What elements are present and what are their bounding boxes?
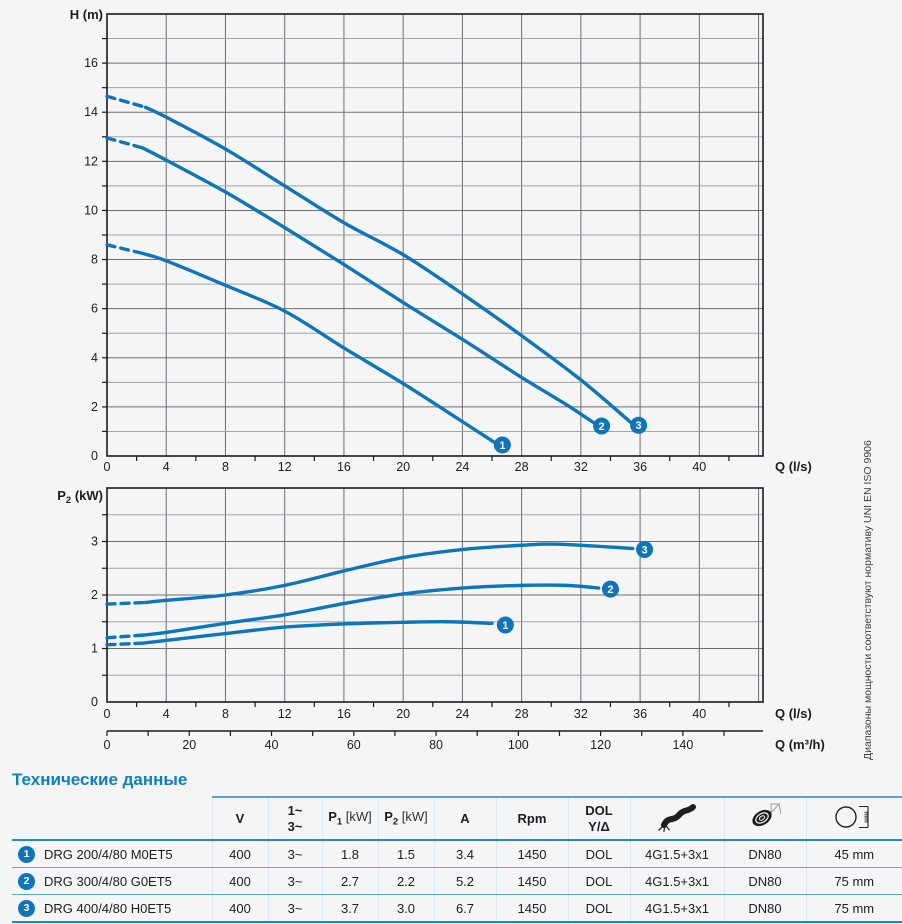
cell-phase: 3~ (268, 868, 322, 895)
table-row (12, 840, 902, 868)
x-tick-label: 0 (103, 707, 111, 721)
x2-tick-label: 100 (507, 738, 529, 752)
curve-3-dashed (107, 96, 146, 107)
x2-tick-label: 80 (429, 738, 444, 752)
curve-marker-1 (494, 436, 511, 453)
y-tick-label: 1 (91, 641, 98, 656)
y-tick-label: 3 (91, 534, 98, 549)
x-tick-label: 4 (162, 707, 170, 721)
cell-cable: 4G1.5+3x1 (630, 868, 724, 895)
cell-model (12, 840, 212, 868)
cell-rpm: 1450 (496, 895, 568, 923)
x-axis-label: Q (l/s) (775, 459, 812, 474)
cell-p2: 3.0 (378, 895, 434, 923)
svg-text:2: 2 (607, 583, 614, 596)
x-axis-label: Q (l/s) (775, 706, 812, 721)
cell-start: DOL (568, 895, 630, 923)
model-name: DRG 200/4/80 M0ET5 (44, 846, 173, 862)
curve-number-badge: 1 (18, 846, 35, 863)
impeller-icon (724, 797, 806, 840)
y-axis-label: H (m) (69, 7, 103, 22)
curve-marker-2 (593, 418, 610, 435)
x-tick-label: 12 (277, 460, 292, 474)
svg-text:1: 1 (499, 439, 506, 452)
x-tick-label: 4 (162, 460, 170, 474)
x-tick-label: 32 (573, 460, 588, 474)
cell-passage: 75 mm (806, 868, 902, 895)
standard-note: Диапазоны мощности соответствуют нормативу UNI EN ISO 9906 (862, 440, 874, 760)
technical-data-section (0, 762, 902, 923)
svg-text:2: 2 (598, 420, 605, 433)
x-tick-label: 16 (336, 460, 351, 474)
cell-p1: 3.7 (322, 895, 378, 923)
cell-p1: 1.8 (322, 840, 378, 868)
technical-data-table (12, 796, 902, 923)
curve-1-dashed (107, 245, 143, 254)
curve-2-dashed (107, 635, 143, 638)
x2-tick-label: 40 (264, 738, 279, 752)
svg-text:1: 1 (502, 619, 509, 632)
curve-1-dashed (107, 643, 143, 645)
y-tick-label: 16 (84, 56, 98, 71)
cell-outlet: DN80 (724, 895, 806, 923)
cell-cable: 4G1.5+3x1 (630, 895, 724, 923)
svg-text:mm: mm (862, 810, 870, 823)
curve-number-badge: 3 (18, 900, 35, 917)
svg-text:3: 3 (635, 420, 642, 433)
curve-marker-2 (602, 581, 619, 598)
cell-v: 400 (212, 895, 268, 923)
x-tick-label: 28 (514, 460, 529, 474)
cell-passage: 75 mm (806, 895, 902, 923)
model-name: DRG 400/4/80 H0ET5 (44, 900, 172, 916)
x2-tick-label: 20 (182, 738, 197, 752)
svg-text:3: 3 (641, 544, 648, 557)
column-header-start: DOL Y/Δ (568, 797, 630, 840)
cell-v: 400 (212, 840, 268, 868)
cell-passage: 45 mm (806, 840, 902, 868)
x-tick-label: 28 (514, 707, 529, 721)
x-tick-label: 0 (103, 460, 111, 474)
cell-outlet: DN80 (724, 868, 806, 895)
cell-model (12, 868, 212, 895)
cell-p1: 2.7 (322, 868, 378, 895)
y-tick-label: 2 (91, 588, 98, 602)
x-tick-label: 24 (455, 460, 470, 474)
curve-marker-3 (630, 417, 647, 434)
x-tick-label: 8 (221, 460, 229, 474)
curve-number-badge: 2 (18, 873, 35, 890)
x-tick-label: 16 (336, 707, 351, 721)
cell-p2: 1.5 (378, 840, 434, 868)
x-tick-label: 36 (633, 460, 648, 474)
y-tick-label: 10 (84, 203, 98, 218)
x-tick-label: 20 (396, 707, 411, 721)
column-header-rpm: Rpm (496, 797, 568, 840)
cell-rpm: 1450 (496, 868, 568, 895)
cell-model (12, 895, 212, 923)
cell-a: 3.4 (434, 840, 496, 868)
table-row (12, 868, 902, 895)
table-row (12, 895, 902, 923)
column-header-p2: $P_2$ [kW] (378, 797, 434, 840)
x-tick-label: 8 (221, 707, 229, 721)
x2-tick-label: 120 (590, 738, 612, 752)
curve-2 (143, 585, 599, 635)
cell-p2: 2.2 (378, 868, 434, 895)
table-header (12, 797, 902, 840)
y-tick-label: 6 (91, 301, 98, 316)
section-title: Технические данные (12, 770, 188, 789)
x-tick-label: 20 (396, 460, 411, 474)
cell-cable: 4G1.5+3x1 (630, 840, 724, 868)
column-header-v: V (212, 797, 268, 840)
x2-axis-label: Q (m³/h) (775, 737, 825, 752)
cell-phase: 3~ (268, 840, 322, 868)
cell-outlet: DN80 (724, 840, 806, 868)
y-tick-label: 0 (91, 695, 98, 709)
cell-start: DOL (568, 868, 630, 895)
y-tick-label: 14 (84, 105, 98, 120)
model-name: DRG 300/4/80 G0ET5 (44, 873, 172, 889)
x-tick-label: 24 (455, 707, 470, 721)
cell-phase: 3~ (268, 895, 322, 923)
curve-3 (146, 544, 633, 602)
y-tick-label: 2 (91, 399, 98, 414)
y-tick-label: 12 (84, 154, 98, 169)
x-tick-label: 32 (573, 707, 588, 721)
cell-v: 400 (212, 868, 268, 895)
cable-icon (630, 797, 724, 840)
free-passage-icon (806, 797, 902, 840)
y-tick-label: 8 (91, 252, 98, 267)
x-tick-label: 12 (277, 707, 292, 721)
column-header-model (12, 797, 212, 840)
x2-tick-label: 140 (672, 738, 694, 752)
column-header-p1: $P_1$ [kW] (322, 797, 378, 840)
curve-marker-1 (497, 616, 514, 633)
y-tick-label: 4 (91, 350, 98, 365)
x2-tick-label: 0 (103, 738, 111, 752)
chart-1 (70, 7, 812, 474)
x-tick-label: 36 (633, 707, 648, 721)
curve-3-dashed (107, 602, 146, 604)
curve-1 (143, 622, 492, 643)
column-header-phase: 1~ 3~ (268, 797, 322, 840)
x2-tick-label: 60 (346, 738, 361, 752)
cell-start: DOL (568, 840, 630, 868)
cell-rpm: 1450 (496, 840, 568, 868)
y-tick-label: 0 (91, 449, 98, 463)
curve-2-dashed (107, 138, 143, 148)
x-tick-label: 40 (692, 707, 707, 721)
x-tick-label: 40 (692, 460, 707, 474)
cell-a: 6.7 (434, 895, 496, 923)
curve-marker-3 (636, 541, 653, 558)
chart-2 (57, 488, 825, 752)
y-axis-label: $P_2$ (kW) (57, 488, 103, 506)
column-header-a: A (434, 797, 496, 840)
cell-a: 5.2 (434, 868, 496, 895)
table-body (12, 840, 902, 922)
